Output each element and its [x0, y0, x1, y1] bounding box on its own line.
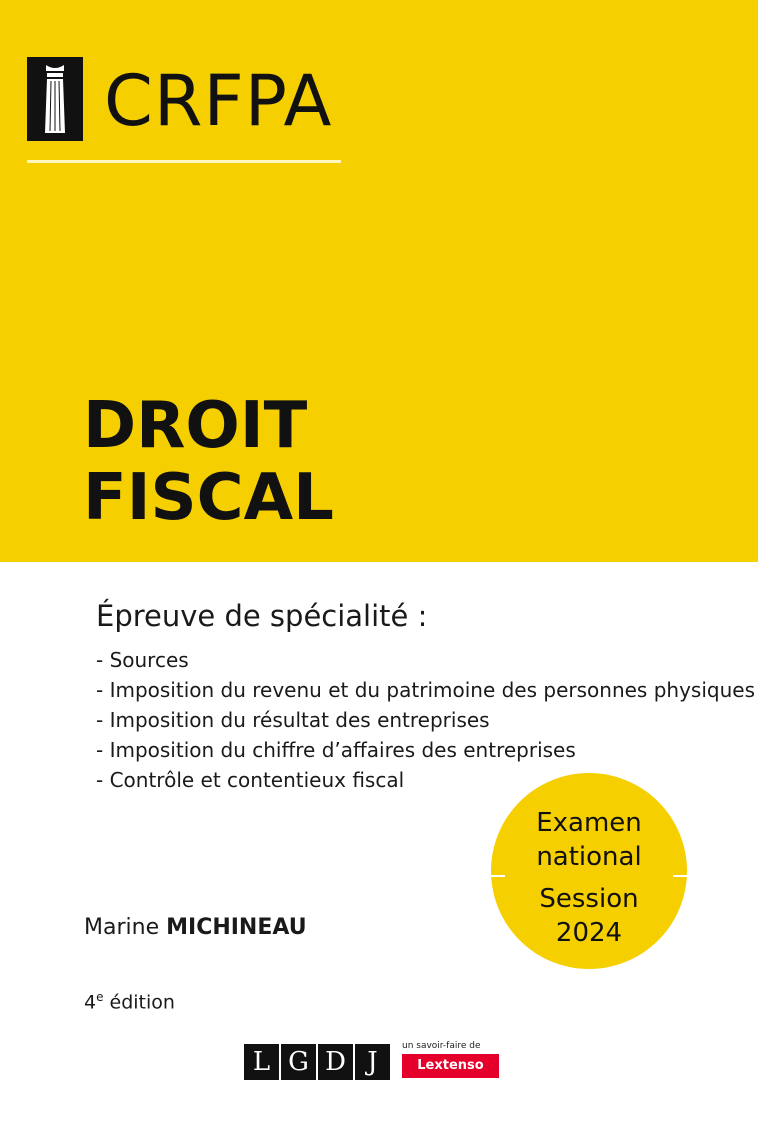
publisher-tagline: un savoir-faire de: [402, 1041, 481, 1051]
badge-line-1: Examen: [536, 808, 642, 838]
badge-tick-left: [491, 875, 505, 877]
list-item: - Imposition du revenu et du patrimoine des personnes physiques: [96, 678, 755, 702]
publisher-logo: [244, 1044, 390, 1080]
lextenso-logo: Lextenso: [402, 1054, 499, 1078]
author-last-name: MICHINEAU: [166, 915, 307, 940]
edition-number: 4: [84, 991, 97, 1014]
edition-sup: e: [96, 990, 104, 1004]
exam-badge: [491, 773, 687, 969]
title-line: DROIT: [83, 389, 308, 463]
header-rule: [27, 160, 341, 163]
list-item: - Contrôle et contentieux fiscal: [96, 768, 405, 792]
edition-text: édition: [109, 991, 175, 1014]
author-first-name: Marine: [84, 915, 160, 940]
series-name: CRFPA: [104, 60, 333, 142]
publisher-letter: J: [355, 1044, 390, 1080]
badge-line-3: Session: [539, 884, 639, 914]
badge-line-2: national: [536, 842, 642, 872]
list-item: - Imposition du résultat des entreprises: [96, 708, 490, 732]
publisher-letter: D: [318, 1044, 353, 1080]
subtitle: Épreuve de spécialité :: [96, 599, 428, 633]
publisher-letter: L: [244, 1044, 279, 1080]
edition-label: [84, 982, 175, 1017]
list-item: - Sources: [96, 648, 189, 672]
badge-tick-right: [673, 875, 687, 877]
title-line: FISCAL: [83, 461, 334, 535]
topic-list: [96, 645, 755, 795]
publisher-letter: G: [281, 1044, 316, 1080]
author-name: [84, 912, 307, 944]
badge-line-4: 2024: [555, 918, 623, 948]
list-item: - Imposition du chiffre d’affaires des entreprises: [96, 738, 576, 762]
book-title: [83, 390, 334, 534]
column-logo-icon: [27, 57, 83, 141]
